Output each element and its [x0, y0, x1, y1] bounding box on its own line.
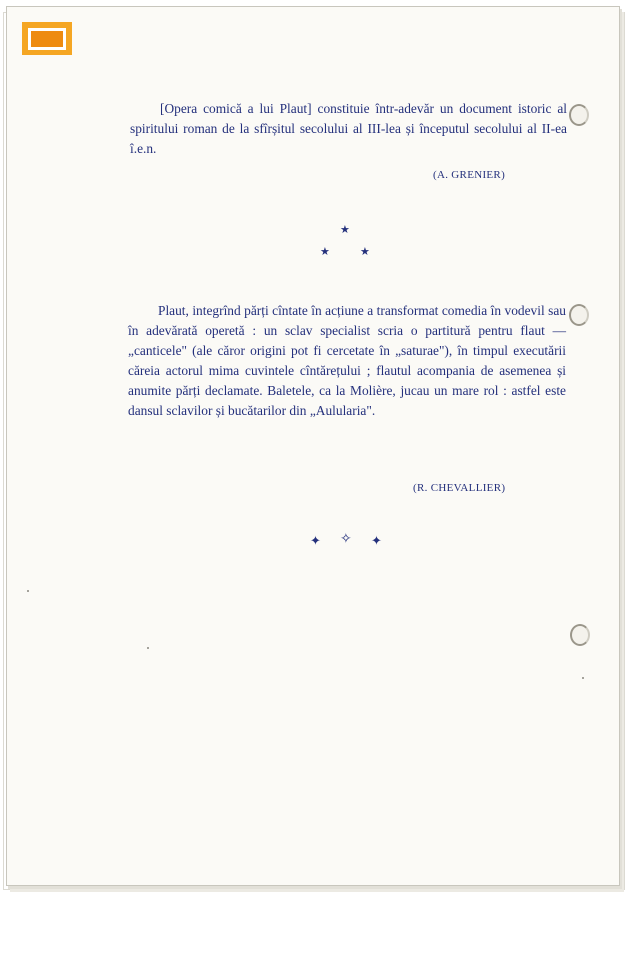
- document-page: [6, 6, 620, 886]
- star-left-icon: ★: [320, 246, 330, 258]
- star-right-icon: ★: [360, 246, 370, 258]
- punch-hole-2: [569, 304, 589, 326]
- punch-hole-3: [570, 624, 590, 646]
- quote-grenier-text: [Opera comică a lui Plaut] constituie într-adevăr un document istoric al spiritului roman de la sfîrșitul secolului al III-lea și începutul secolului al II-ea î.e.n.: [130, 101, 567, 156]
- four-point-star-outline-icon: ✧: [340, 532, 352, 547]
- paper-speck: [27, 590, 29, 592]
- quote-chevallier-text: Plaut, integrînd părți cîntate în acțiune a transformat comedia în vodevil sau în adevărată operetă : un sclav specialist scria o partitură pentru flaut — „canticele" (ale căror origini pot fi cercetate în „saturae"), în timpul executării căreia actorul mima cuvintele cîntărețului ; flautul acompania de asemenea și anumite părți declamate. Baletele, ca la Molière, jucau un mare rol : astfel este dansul sclavilor și bucătarilor din „Aulularia".: [128, 303, 566, 418]
- four-point-star-left-icon: ✦: [310, 533, 321, 548]
- paper-speck: [147, 647, 149, 649]
- punch-hole-1: [569, 104, 589, 126]
- star-top-icon: ★: [340, 224, 350, 236]
- quote-chevallier: [128, 301, 566, 421]
- corner-badge-icon[interactable]: [22, 22, 72, 55]
- quote-grenier: [130, 99, 567, 159]
- attribution-grenier: (A. GRENIER): [433, 169, 506, 181]
- paper-speck: [582, 677, 584, 679]
- attribution-chevallier: (R. CHEVALLIER): [413, 482, 506, 494]
- four-point-star-right-icon: ✦: [371, 533, 382, 548]
